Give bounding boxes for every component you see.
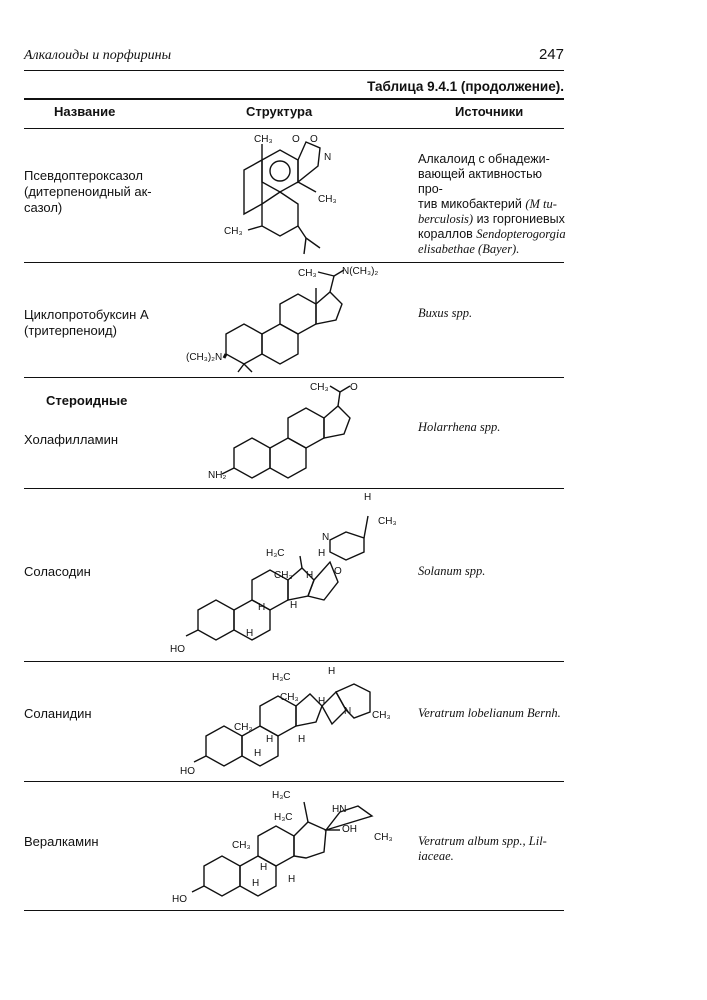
svg-text:H: H xyxy=(254,748,262,759)
svg-text:H₃C: H₃C xyxy=(266,548,285,559)
svg-text:O: O xyxy=(334,566,342,577)
page-number: 247 xyxy=(538,46,564,63)
row-1-name: Псевдоптероксазол (дитерпеноидный ак- сазол) xyxy=(24,168,152,215)
svg-text:CH₃: CH₃ xyxy=(298,268,317,279)
svg-text:O: O xyxy=(310,134,318,145)
svg-text:N: N xyxy=(322,532,330,543)
svg-text:CH₃: CH₃ xyxy=(274,570,293,581)
row-5-source: Veratrum lobelianum Bernh. xyxy=(418,706,561,720)
svg-text:H: H xyxy=(260,862,268,873)
svg-text:O: O xyxy=(350,382,358,393)
svg-text:H: H xyxy=(252,878,260,889)
svg-text:N(CH₃)₂: N(CH₃)₂ xyxy=(342,266,379,277)
column-header-rule xyxy=(24,128,564,129)
svg-text:N: N xyxy=(324,152,332,163)
structure-pseudopteroxazole xyxy=(220,130,360,258)
row-6-name: Вералкамин xyxy=(24,834,99,849)
svg-text:H: H xyxy=(290,600,298,611)
svg-text:N: N xyxy=(344,706,352,717)
section-label-steroidal: Стероидные xyxy=(46,393,128,408)
structure-solanidine xyxy=(176,662,400,778)
svg-text:H: H xyxy=(246,628,254,639)
row-3-rule xyxy=(24,488,564,489)
structure-cycloprotobuxine-a xyxy=(186,264,396,374)
svg-text:OH: OH xyxy=(342,824,357,835)
svg-text:HO: HO xyxy=(170,644,185,655)
svg-text:CH₃: CH₃ xyxy=(374,832,393,843)
row-4-name: Соласодин xyxy=(24,564,91,579)
row-3-source: Holarrhena spp. xyxy=(418,420,501,434)
svg-text:H: H xyxy=(306,570,314,581)
svg-text:O: O xyxy=(292,134,300,145)
table-caption: Таблица 9.4.1 (продолжение). xyxy=(367,79,564,94)
row-5-name: Соланидин xyxy=(24,706,92,721)
svg-text:H₃C: H₃C xyxy=(272,672,291,683)
svg-text:H₃C: H₃C xyxy=(274,812,293,823)
table-top-rule xyxy=(24,98,564,100)
svg-text:CH₃: CH₃ xyxy=(234,722,253,733)
svg-text:HO: HO xyxy=(172,894,187,905)
row-1-source: Алкалоид с обнадежи- вающей активностью про- тив микобактерий (M tu- berculosis) из горгониевых кораллов Sendopterogorgia elisabethae (Bayer). xyxy=(418,152,566,256)
structure-holaphyllamine xyxy=(204,378,384,484)
svg-text:H: H xyxy=(258,602,266,613)
svg-text:H: H xyxy=(318,696,326,707)
svg-text:HO: HO xyxy=(180,766,195,777)
svg-text:H: H xyxy=(266,734,274,745)
svg-text:CH₃: CH₃ xyxy=(232,840,251,851)
row-2-source: Buxus spp. xyxy=(418,306,473,320)
running-header xyxy=(24,48,564,68)
column-header-structure: Структура xyxy=(246,104,313,119)
svg-text:CH₃: CH₃ xyxy=(224,226,243,237)
svg-text:CH₃: CH₃ xyxy=(254,134,273,145)
svg-text:H: H xyxy=(318,548,326,559)
svg-text:H: H xyxy=(328,666,336,677)
svg-text:CH₃: CH₃ xyxy=(280,692,299,703)
svg-text:CH₃: CH₃ xyxy=(318,194,337,205)
svg-text:H₃C: H₃C xyxy=(272,790,291,801)
svg-text:CH₃: CH₃ xyxy=(372,710,391,721)
column-header-sources: Источники xyxy=(455,104,524,119)
svg-text:NH₂: NH₂ xyxy=(208,470,227,481)
svg-text:H: H xyxy=(288,874,296,885)
row-6-source: Veratrum album spp., Lil- iaceae. xyxy=(418,834,547,863)
header-rule xyxy=(24,70,564,71)
row-2-name: Циклопротобуксин А (тритерпеноид) xyxy=(24,307,149,338)
svg-text:(CH₃)₂N: (CH₃)₂N xyxy=(186,352,223,363)
running-title: Алкалоиды и порфирины xyxy=(24,48,172,63)
structure-solasodine xyxy=(168,490,408,658)
row-3-name: Холафилламин xyxy=(24,432,119,447)
svg-text:CH₃: CH₃ xyxy=(310,382,329,393)
svg-text:H: H xyxy=(298,734,306,745)
svg-text:CH₃: CH₃ xyxy=(378,516,397,527)
row-1-rule xyxy=(24,262,564,263)
structure-veralkamine xyxy=(168,782,404,908)
svg-text:H: H xyxy=(364,492,372,503)
table-bottom-rule xyxy=(24,910,564,911)
svg-text:HN: HN xyxy=(332,804,347,815)
column-header-name: Название xyxy=(54,104,116,119)
row-4-source: Solanum spp. xyxy=(418,564,486,578)
